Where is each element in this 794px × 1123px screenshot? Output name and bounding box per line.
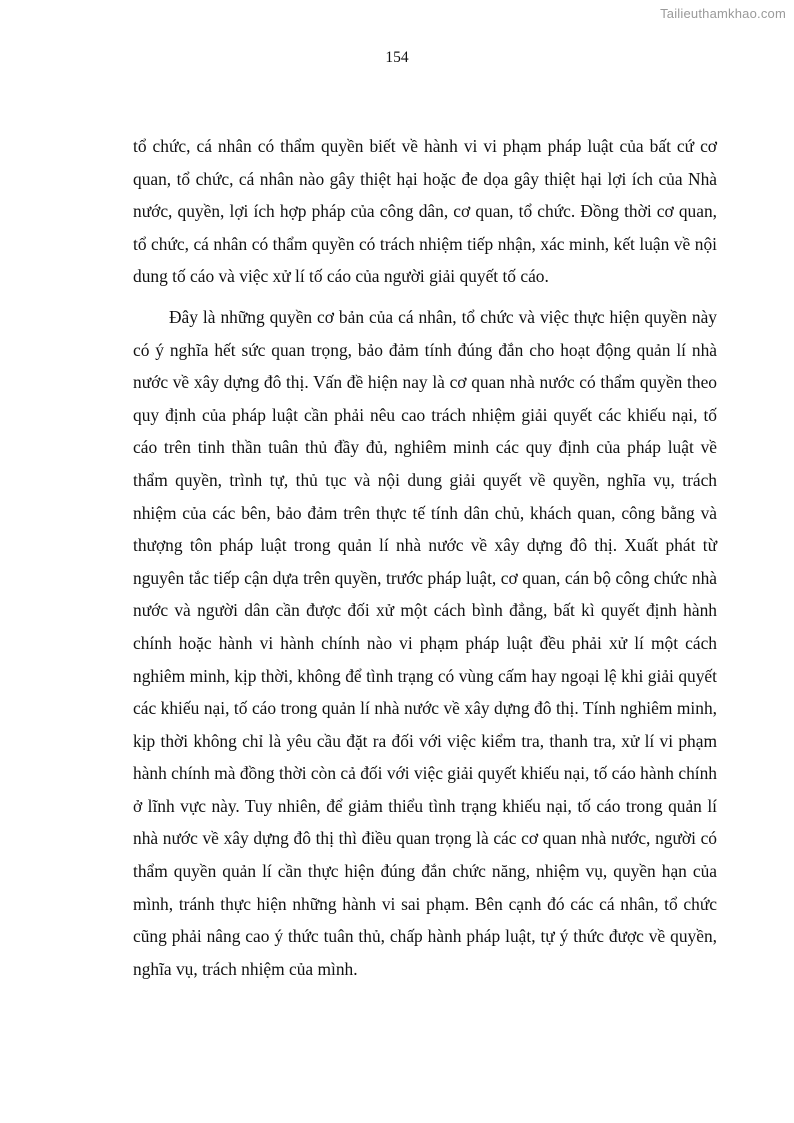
page-number: 154 [385,49,409,66]
paragraph-main: Đây là những quyền cơ bản của cá nhân, tổ chức và việc thực hiện quyền này có ý nghĩa hết sức quan trọng, bảo đảm tính đúng đắn cho hoạt động quản lí nhà nước về xây dựng đô thị. Vấn đề hiện nay là cơ quan nhà nước có thẩm quyền theo quy định của pháp luật cần phải nêu cao trách nhiệm giải quyết các khiếu nại, tố cáo trên tinh thần tuân thủ đầy đủ, nghiêm minh các quy định của pháp luật về thẩm quyền, trình tự, thủ tục và nội dung giải quyết về quyền, nghĩa vụ, trách nhiệm của các bên, bảo đảm trên thực tế tính dân chủ, khách quan, công bằng và thượng tôn pháp luật trong quản lí nhà nước về xây dựng đô thị. Xuất phát từ nguyên tắc tiếp cận dựa trên quyền, trước pháp luật, cơ quan, cán bộ công chức nhà nước và người dân cần được đối xử một cách bình đẳng, bất kì quyết định hành chính hoặc hành vi hành chính nào vi phạm pháp luật đều phải xử lí một cách nghiêm minh, kịp thời, không để tình trạng có vùng cấm hay ngoại lệ khi giải quyết các khiếu nại, tố cáo trong quản lí nhà nước về xây dựng đô thị. Tính nghiêm minh, kịp thời không chỉ là yêu cầu đặt ra đối với việc kiểm tra, thanh tra, xử lí vi phạm hành chính mà đồng thời còn cả đối với việc giải quyết khiếu nại, tố cáo hành chính ở lĩnh vực này. Tuy nhiên, để giảm thiểu tình trạng khiếu nại, tố cáo trong quản lí nhà nước về xây dựng đô thị thì điều quan trọng là các cơ quan nhà nước, người có thẩm quyền quản lí cần thực hiện đúng đắn chức năng, nhiệm vụ, quyền hạn của mình, tránh thực hiện những hành vi sai phạm. Bên cạnh đó các cá nhân, tổ chức cũng phải nâng cao ý thức tuân thủ, chấp hành pháp luật, tự ý thức được về quyền, nghĩa vụ, trách nhiệm của mình. [133,306,717,979]
watermark-text: Tailieuthamkhao.com [660,6,786,21]
document-body [133,130,717,985]
paragraph-continuation: tổ chức, cá nhân có thẩm quyền biết về hành vi vi phạm pháp luật của bất cứ cơ quan, tổ chức, cá nhân nào gây thiệt hại hoặc đe dọa gây thiệt hại lợi ích của Nhà nước, quyền, lợi ích hợp pháp của công dân, cơ quan, tổ chức. Đồng thời cơ quan, tổ chức, cá nhân có thẩm quyền có trách nhiệm tiếp nhận, xác minh, kết luận về nội dung tố cáo và việc xử lí tố cáo của người giải quyết tố cáo. [133,136,717,287]
